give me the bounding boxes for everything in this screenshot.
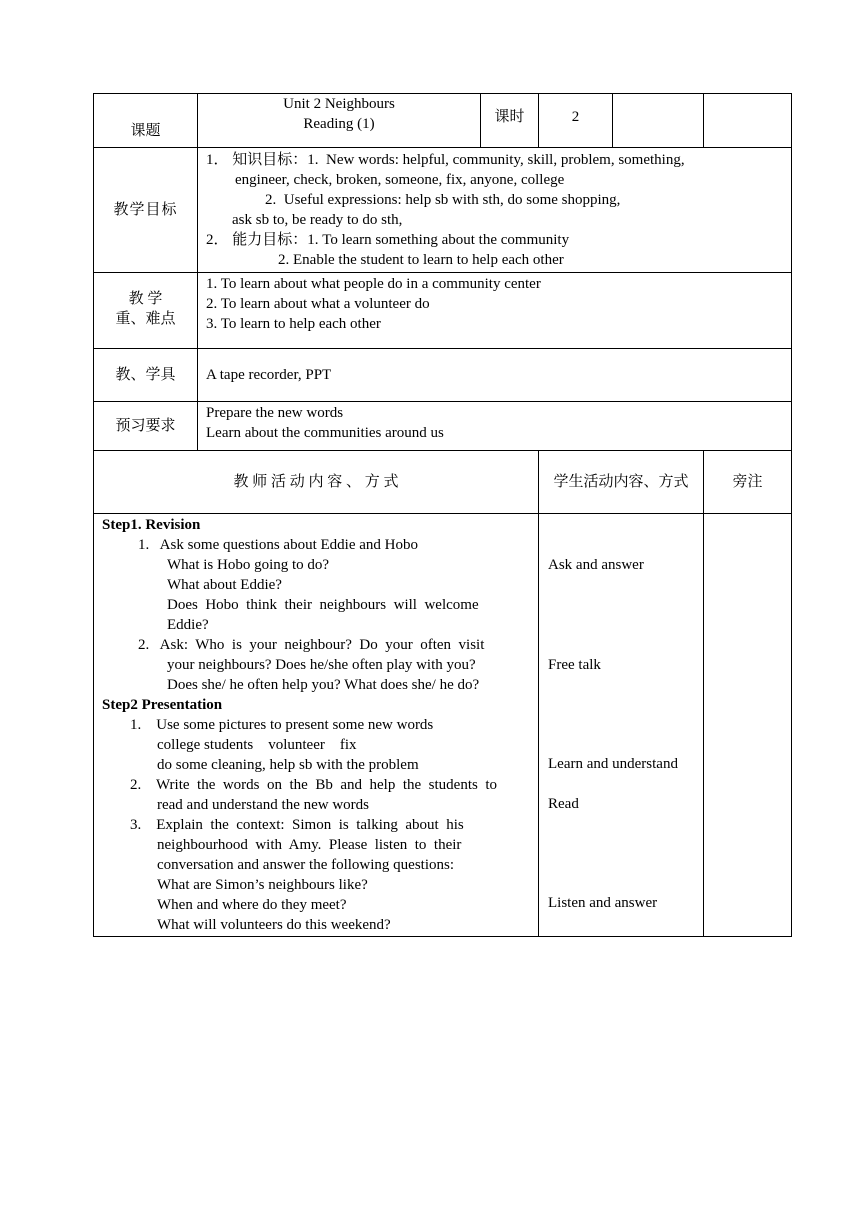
step2-item3f: What will volunteers do this weekend? bbox=[157, 917, 391, 933]
tools-label: 教、学具 bbox=[94, 349, 198, 402]
step2-item3d: What are Simon’s neighbours like? bbox=[157, 877, 368, 893]
preview-line-2: Learn about the communities around us bbox=[206, 425, 444, 441]
preview-line-1: Prepare the new words bbox=[206, 405, 344, 421]
key-points-label-2: 重、难点 bbox=[115, 311, 176, 327]
step2-item2b: read and understand the new words bbox=[157, 797, 370, 813]
step1-item1: 1. Ask some questions about Eddie and Hobo bbox=[138, 537, 418, 553]
objective-line-5: 2． 能力目标：1. To learn something about the community bbox=[206, 232, 570, 248]
step2-item1b: college students volunteer fix bbox=[157, 737, 357, 753]
student-activity-2: Free talk bbox=[548, 657, 601, 673]
step2-item3b: neighbourhood with Amy. Please listen to their bbox=[157, 837, 462, 853]
objectives-label bbox=[94, 148, 198, 273]
key-points-label bbox=[94, 273, 198, 349]
teacher-activities bbox=[94, 514, 539, 937]
step1-question-2: What about Eddie? bbox=[167, 577, 282, 593]
objective-line-6: 2. Enable the student to learn to help each other bbox=[278, 252, 564, 268]
tools-value: A tape recorder, PPT bbox=[198, 349, 792, 402]
key-points-row bbox=[94, 273, 792, 349]
preview-label: 预习要求 bbox=[94, 402, 198, 451]
student-activity-3: Learn and understand bbox=[548, 756, 678, 772]
student-activity-5: Listen and answer bbox=[548, 895, 658, 911]
step2-item1a: 1. Use some pictures to present some new words bbox=[130, 717, 434, 733]
tools-row bbox=[94, 349, 792, 402]
objectives-row bbox=[94, 148, 792, 273]
student-column-header: 学生活动内容、方式 bbox=[539, 451, 704, 514]
teacher-column-header: 教 师 活 动 内 容 、 方 式 bbox=[94, 451, 539, 514]
step1-item2a: 2. Ask: Who is your neighbour? Do your often visit bbox=[138, 637, 485, 653]
step1-item2c: Does she/ he often help you? What does she/ he do? bbox=[167, 677, 480, 693]
notes-cell bbox=[704, 514, 792, 937]
step2-item1c: do some cleaning, help sb with the problem bbox=[157, 757, 419, 773]
notes-column-header: 旁注 bbox=[704, 451, 792, 514]
activities-row bbox=[94, 514, 792, 937]
lesson-title: Reading (1) bbox=[303, 116, 375, 132]
step1-item2b: your neighbours? Does he/she often play with you? bbox=[167, 657, 476, 673]
step2-item3e: When and where do they meet? bbox=[157, 897, 347, 913]
step1-question-3a: Does Hobo think their neighbours will welcome bbox=[167, 597, 479, 613]
period-value: 2 bbox=[539, 94, 613, 148]
step1-question-3b: Eddie? bbox=[167, 617, 209, 633]
objective-line-3: 2. Useful expressions: help sb with sth, do some shopping, bbox=[265, 192, 621, 208]
unit-title: Unit 2 Neighbours bbox=[283, 96, 395, 112]
activity-header-row bbox=[94, 451, 792, 514]
key-point-3: 3. To learn to help each other bbox=[206, 316, 381, 332]
topic-label: 课题 bbox=[94, 94, 198, 148]
lesson-plan-table bbox=[93, 93, 792, 937]
step2-item2a: 2. Write the words on the Bb and help the students to bbox=[130, 777, 497, 793]
student-activities bbox=[539, 514, 704, 937]
objective-line-2: engineer, check, broken, someone, fix, anyone, college bbox=[235, 172, 565, 188]
topic-row bbox=[94, 94, 792, 148]
preview-row bbox=[94, 402, 792, 451]
objective-line-1: 1． 知识目标：1. New words: helpful, community, skill, problem, something, bbox=[206, 152, 685, 168]
step1-question-1: What is Hobo going to do? bbox=[167, 557, 330, 573]
objectives-content bbox=[198, 148, 792, 273]
key-point-1: 1. To learn about what people do in a community center bbox=[206, 276, 541, 292]
step2-item3c: conversation and answer the following questions: bbox=[157, 857, 455, 873]
objectives-label-text: 教学目标 bbox=[113, 202, 178, 218]
student-activity-1: Ask and answer bbox=[548, 557, 644, 573]
key-points-content bbox=[198, 273, 792, 349]
step2-item3a: 3. Explain the context: Simon is talking about his bbox=[130, 817, 464, 833]
key-point-2: 2. To learn about what a volunteer do bbox=[206, 296, 430, 312]
empty-cell-2 bbox=[704, 94, 792, 148]
topic-value bbox=[198, 94, 481, 148]
student-activity-4: Read bbox=[548, 796, 579, 812]
step1-title: Step1. Revision bbox=[102, 517, 201, 533]
key-points-label-1: 教 学 bbox=[128, 291, 163, 307]
step2-title: Step2 Presentation bbox=[102, 697, 223, 713]
empty-cell-1 bbox=[613, 94, 704, 148]
objective-line-4: ask sb to, be ready to do sth, bbox=[232, 212, 403, 228]
period-label: 课时 bbox=[481, 94, 539, 148]
preview-content bbox=[198, 402, 792, 451]
